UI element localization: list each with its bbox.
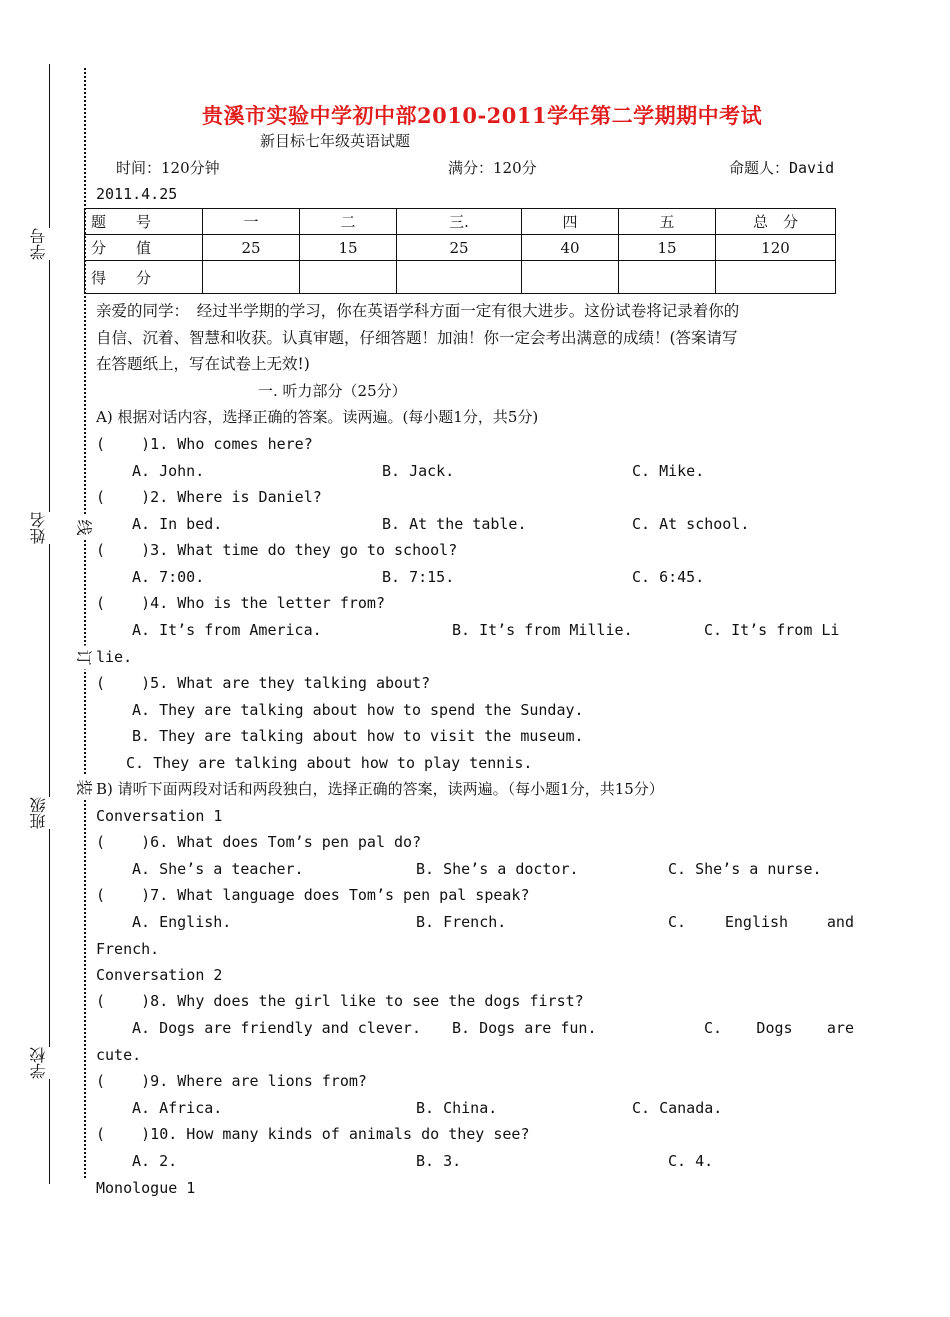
question-stem: ( )8. Why does the girl like to see the dogs first? bbox=[96, 992, 584, 1010]
option-c: C. Mike. bbox=[632, 462, 705, 480]
option-c-letter: C. bbox=[704, 1019, 723, 1037]
exam-date: 2011.4.25 bbox=[96, 185, 178, 203]
option-c: C. It’s from Li bbox=[704, 621, 840, 639]
table-cell: 25 bbox=[397, 235, 522, 261]
option-b: B. French. bbox=[416, 913, 507, 931]
cut-mark-line: 线 bbox=[74, 516, 97, 540]
score-entry-cell[interactable] bbox=[397, 261, 522, 294]
student-id-label: 学号 bbox=[30, 228, 56, 260]
score-entry-cell[interactable] bbox=[619, 261, 716, 294]
table-row bbox=[85, 261, 836, 294]
question-stem: ( )3. What time do they go to school? bbox=[96, 541, 458, 559]
table-cell: 15 bbox=[300, 235, 397, 261]
score-table bbox=[84, 208, 836, 294]
option-b: B. It’s from Millie. bbox=[452, 621, 633, 639]
option-b: B. She’s a doctor. bbox=[416, 860, 579, 878]
option-a: A. They are talking about how to spend the Sunday. bbox=[132, 701, 584, 719]
intro-paragraph bbox=[96, 298, 856, 378]
table-cell: 一 bbox=[203, 209, 300, 235]
table-cell: 25 bbox=[203, 235, 300, 261]
option-a: A. John. bbox=[132, 462, 205, 480]
section-heading: 一. 听力部分（25分） bbox=[258, 382, 407, 400]
cut-mark-order: 订 bbox=[74, 646, 97, 670]
monologue-heading: Monologue 1 bbox=[96, 1179, 196, 1197]
table-cell: 四 bbox=[522, 209, 619, 235]
table-row bbox=[85, 209, 836, 235]
option-c-continued: French. bbox=[96, 940, 160, 958]
class-label: 班级 bbox=[30, 797, 56, 829]
exam-title: 贵溪市实验中学初中部2010-2011学年第二学期期中考试 bbox=[202, 103, 763, 128]
question-stem: ( )6. What does Tom’s pen pal do? bbox=[96, 833, 422, 851]
table-cell: 二 bbox=[300, 209, 397, 235]
table-cell: 五 bbox=[619, 209, 716, 235]
option-a: A. It’s from America. bbox=[132, 621, 322, 639]
option-b: B. They are talking about how to visit the museum. bbox=[132, 727, 584, 745]
option-c: C. She’s a nurse. bbox=[668, 860, 822, 878]
option-c: C. 4. bbox=[668, 1152, 714, 1170]
option-c-letter: C. bbox=[668, 913, 687, 931]
conversation-heading: Conversation 2 bbox=[96, 966, 223, 984]
option-c-word: English bbox=[724, 913, 789, 931]
question-stem: ( )5. What are they talking about? bbox=[96, 674, 431, 692]
question-stem: ( )2. Where is Daniel? bbox=[96, 488, 322, 506]
option-c bbox=[668, 912, 854, 932]
table-cell: 15 bbox=[619, 235, 716, 261]
table-cell: 分 值 bbox=[85, 235, 203, 261]
score-entry-cell[interactable] bbox=[203, 261, 300, 294]
intro-line: 在答题纸上，写在试卷上无效!) bbox=[96, 355, 310, 373]
conversation-heading: Conversation 1 bbox=[96, 807, 223, 825]
score-entry-cell[interactable] bbox=[716, 261, 836, 294]
score-entry-cell[interactable] bbox=[522, 261, 619, 294]
option-c: C. Canada. bbox=[632, 1099, 723, 1117]
option-b: B. At the table. bbox=[382, 515, 527, 533]
exam-subtitle: 新目标七年级英语试题 bbox=[260, 132, 411, 150]
option-c: C. They are talking about how to play tennis. bbox=[126, 754, 533, 772]
exam-full-score: 满分：120分 bbox=[448, 159, 537, 177]
question-stem: ( )1. Who comes here? bbox=[96, 435, 313, 453]
intro-line: 自信、沉着、智慧和收获。认真审题，仔细答题！加油！你一定会考出满意的成绩！(答案请写 bbox=[96, 328, 738, 347]
option-a: A. In bed. bbox=[132, 515, 223, 533]
option-a: A. 7:00. bbox=[132, 568, 205, 586]
school-label: 学校 bbox=[30, 1047, 56, 1079]
table-cell: 题 号 bbox=[85, 209, 203, 235]
intro-line: 亲爱的同学： 经过半学期的学习，你在英语学科方面一定有很大进步。这份试卷将记录着你的 bbox=[96, 302, 740, 320]
option-b: B. 7:15. bbox=[382, 568, 455, 586]
option-c-continued: cute. bbox=[96, 1046, 142, 1064]
table-cell: 120 bbox=[716, 235, 836, 261]
exam-time: 时间：120分钟 bbox=[116, 159, 220, 177]
option-a: A. English. bbox=[132, 913, 232, 931]
option-a: A. She’s a teacher. bbox=[132, 860, 304, 878]
table-cell: 三. bbox=[397, 209, 522, 235]
option-b: B. Dogs are fun. bbox=[452, 1019, 597, 1037]
option-b: B. China. bbox=[416, 1099, 498, 1117]
part-b-instruction: B) 请听下面两段对话和两段独白，选择正确的答案，读两遍。（每小题1分，共15分） bbox=[96, 780, 664, 798]
option-b: B. 3. bbox=[416, 1152, 462, 1170]
option-a: A. Dogs are friendly and clever. bbox=[132, 1019, 421, 1037]
option-c-word: and bbox=[826, 913, 854, 931]
option-c: C. 6:45. bbox=[632, 568, 705, 586]
option-a: A. 2. bbox=[132, 1152, 178, 1170]
question-stem: ( )7. What language does Tom’s pen pal speak? bbox=[96, 886, 530, 904]
option-c-word: are bbox=[826, 1019, 854, 1037]
option-a: A. Africa. bbox=[132, 1099, 223, 1117]
option-c: C. At school. bbox=[632, 515, 750, 533]
question-stem: ( )4. Who is the letter from? bbox=[96, 594, 385, 612]
question-stem: ( )9. Where are lions from? bbox=[96, 1072, 367, 1090]
option-c bbox=[704, 1018, 854, 1038]
table-cell: 得 分 bbox=[85, 261, 203, 294]
cut-mark-bind: 装 bbox=[74, 776, 97, 800]
option-b: B. Jack. bbox=[382, 462, 455, 480]
question-stem: ( )10. How many kinds of animals do they see? bbox=[96, 1125, 530, 1143]
option-c-continued: lie. bbox=[96, 648, 133, 666]
score-entry-cell[interactable] bbox=[300, 261, 397, 294]
option-c-word: Dogs bbox=[756, 1019, 793, 1037]
exam-author: 命题人：David bbox=[729, 159, 835, 177]
table-row bbox=[85, 235, 836, 261]
table-cell: 40 bbox=[522, 235, 619, 261]
part-a-instruction: A) 根据对话内容，选择正确的答案。读两遍。(每小题1分，共5分) bbox=[96, 408, 539, 426]
table-cell: 总 分 bbox=[716, 209, 836, 235]
name-label: 姓名 bbox=[30, 512, 56, 544]
